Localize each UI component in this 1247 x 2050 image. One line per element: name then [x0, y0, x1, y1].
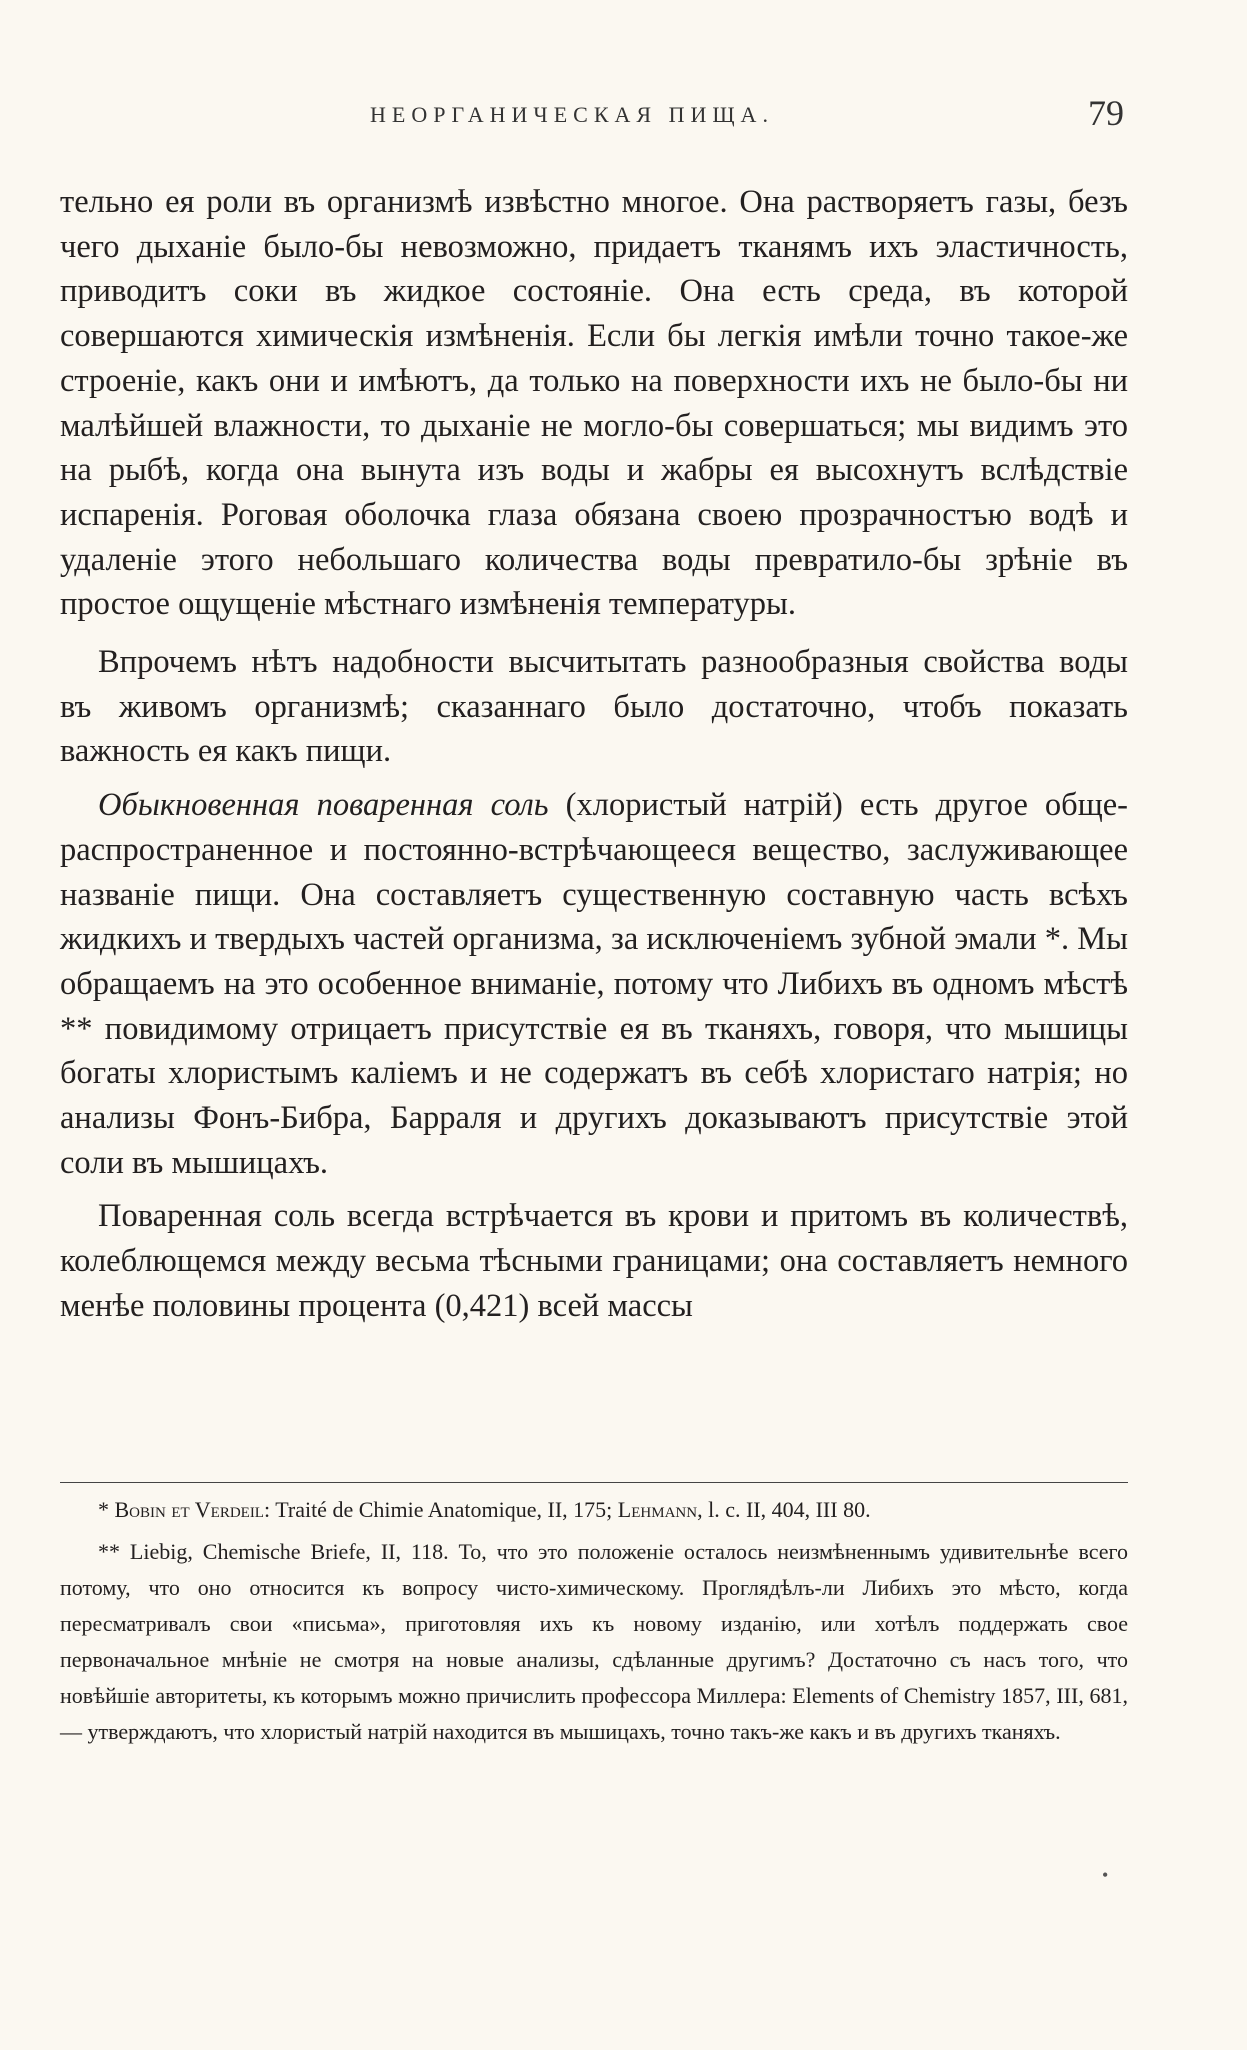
paragraph-3	[60, 783, 1128, 1185]
page-number: 79	[1088, 93, 1124, 133]
footnote-1-lehmann: Lehmann	[617, 1497, 698, 1522]
page-header	[0, 92, 1247, 142]
footnote-1-authors: Bobin et Verdeil	[114, 1497, 264, 1522]
paragraph-3-italic-term: Обыкновенная поваренная соль	[98, 787, 549, 824]
main-text	[60, 180, 1128, 1338]
paragraph-2: Впрочемъ нѣтъ надобности высчитытать разнообразныя свойства воды въ живомъ организмѣ; сказаннаго было достаточно, чтобъ показать важность ея какъ пищи.	[60, 644, 1128, 770]
footnotes	[60, 1492, 1128, 1750]
footnote-1-tail: , l. c. II, 404, III 80.	[697, 1497, 871, 1522]
footnote-1-mark: *	[98, 1497, 115, 1522]
footnote-1-text: : Traité de Chimie Anatomique, II, 175;	[263, 1497, 618, 1522]
paragraph-1: тельно ея роли въ организмѣ извѣстно многое. Она растворяетъ газы, безъ чего дыханіе было-бы невозможно, придаетъ тканямъ ихъ эластичность, приводитъ соки въ жидкое состояніе. Она есть среда, въ которой совершаются химическія измѣненія. Если бы легкія имѣли точно такое-же строеніе, какъ они и имѣютъ, да только на поверхности ихъ не было-бы ни малѣйшей влажности, то дыханіе не могло-бы совершаться; мы видимъ это на рыбѣ, когда она вынута изъ воды и жабры ея высохнутъ вслѣдствіе испаренія. Роговая оболочка глаза обязана своею прозрачностъю водѣ и удаленіе этого небольшаго количества воды превратило-бы зрѣніе въ простое ощущеніе мѣстнаго измѣненія температуры.	[60, 184, 1128, 623]
running-head: НЕОРГАНИЧЕСКАЯ ПИЩА.	[370, 102, 774, 127]
footnote-2: ** Liebig, Chemische Briefe, II, 118. То, что это положеніе осталось неизмѣненнымъ удивительнѣе всего потому, что оно относится къ вопросу чисто-химическому. Проглядѣлъ-ли Либихъ это мѣсто, когда пересматривалъ свои «письма», приготовляя ихъ къ новому изданію, или хотѣлъ поддержать свое первоначальное мнѣніе не смотря на новые анализы, сдѣланные другимъ? Достаточно съ насъ того, что новѣйшіе авторитеты, къ которымъ можно причислить профессора Миллера: Elements of Chemistry 1857, III, 681, — утверждаютъ, что хлористый натрій находится въ мышицахъ, точно такъ-же какъ и въ другихъ тканяхъ.	[60, 1539, 1128, 1744]
footnote-1	[60, 1492, 1128, 1528]
printer-mark: •	[1102, 1865, 1109, 1885]
paragraph-3-text: (хлористый натрій) есть другое обще-распространенное и постоянно-встрѣчающееся вещество, заслуживающее названіе пищи. Она составляетъ существенную составную часть всѣхъ жидкихъ и твердыхъ частей организма, за исключеніемъ зубной эмали *. Мы обращаемъ на это особенное вниманіе, потому что Либихъ въ одномъ мѣстѣ ** повидимому отрицаетъ присутствіе ея въ тканяхъ, говоря, что мышицы богаты хлористымъ каліемъ и не содержатъ въ себѣ хлористаго натрія; но анализы Фонъ-Бибра, Барраля и другихъ доказываютъ присутствіе этой соли въ мышицахъ.	[60, 787, 1128, 1181]
paragraph-4: Поваренная соль всегда встрѣчается въ крови и притомъ въ количествѣ, колеблющемся между весьма тѣсными границами; она составляетъ немного менѣе половины процента (0,421) всей массы	[60, 1198, 1128, 1324]
footnote-divider	[60, 1482, 1128, 1483]
